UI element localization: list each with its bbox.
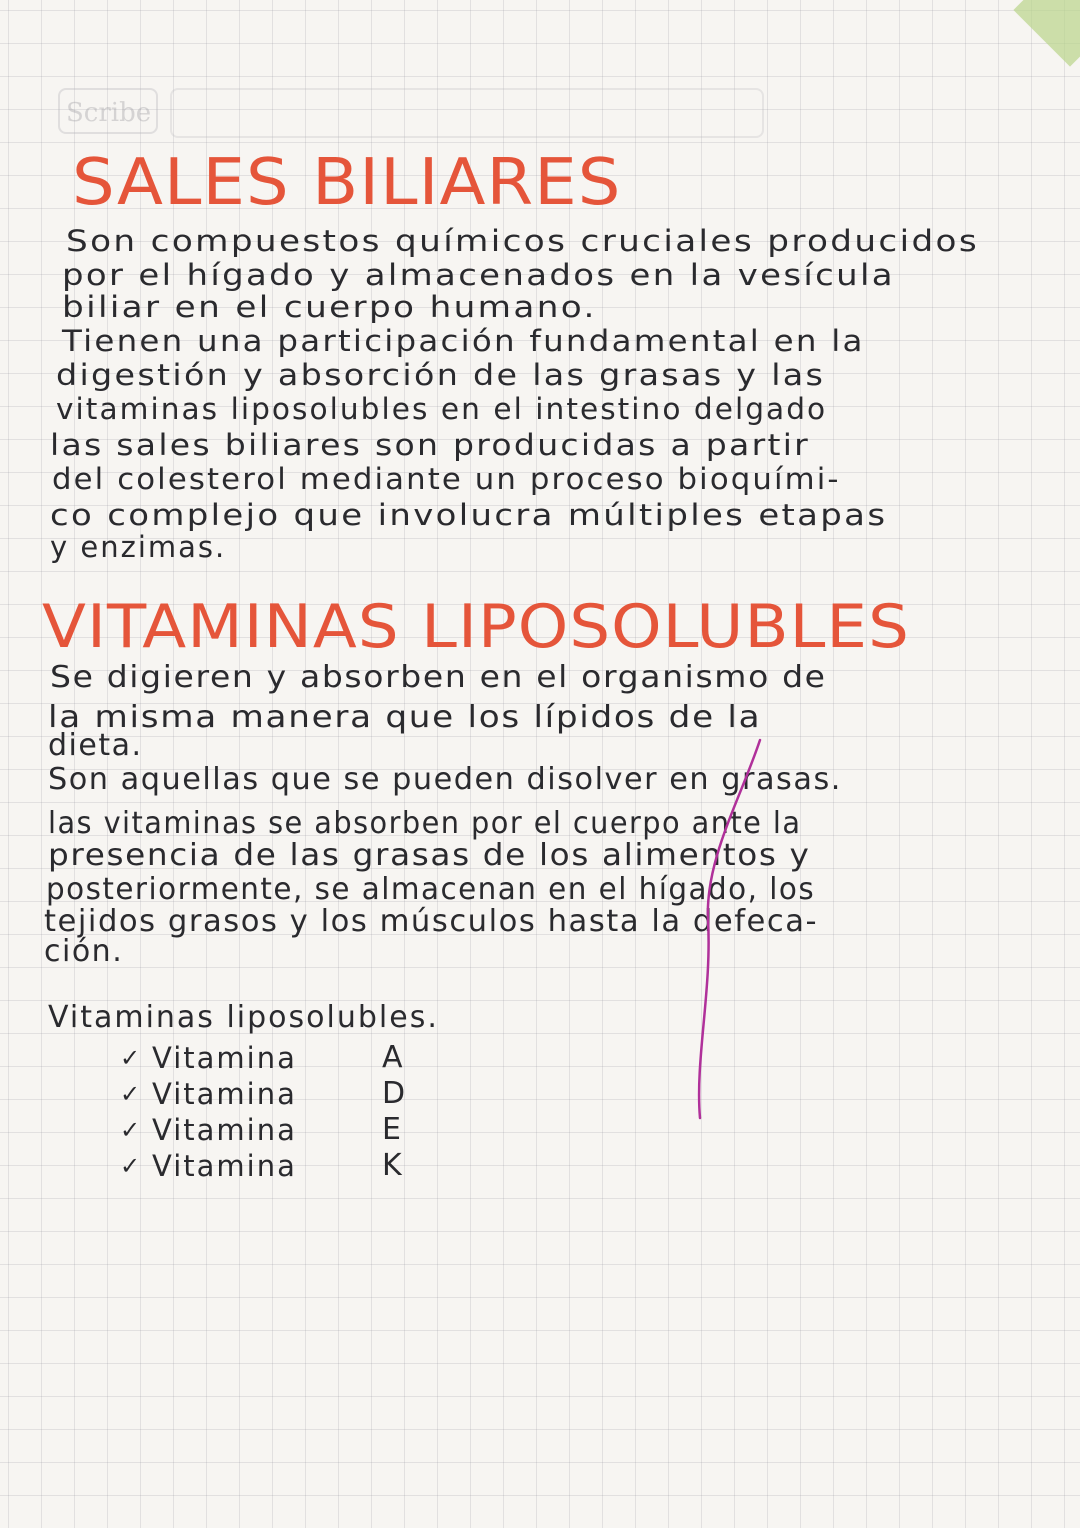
text-line: Son aquellas que se pueden disolver en grasas.	[48, 762, 842, 797]
text-line: Son compuestos químicos cruciales producidos	[66, 224, 980, 258]
checkmark-icon: ✓	[120, 1044, 141, 1072]
vitamin-letter: A	[382, 1040, 403, 1075]
text-line: Tienen una participación fundamental en la	[62, 324, 865, 358]
checkmark-icon: ✓	[120, 1152, 141, 1180]
text-line: tejidos grasos y los músculos hasta la defeca-	[44, 904, 819, 939]
text-line: Se digieren y absorben en el organismo de	[50, 660, 827, 695]
text-line: co complejo que involucra múltiples etapas	[50, 498, 888, 532]
vitamin-letter: E	[382, 1112, 401, 1147]
vitamin-name: Vitamina	[152, 1041, 297, 1075]
vitamin-name: Vitamina	[152, 1149, 297, 1183]
text-line: del colesterol mediante un proceso bioquími-	[52, 462, 841, 496]
text-line: digestión y absorción de las grasas y las	[56, 358, 826, 392]
text-line: biliar en el cuerpo humano.	[62, 290, 597, 324]
scribe-logo-text: Scribe	[66, 98, 152, 128]
section-title-vitaminas-liposolubles: VITAMINAS LIPOSOLUBLES	[42, 592, 910, 662]
vitamin-name: Vitamina	[152, 1113, 297, 1147]
vitamin-letter: K	[382, 1148, 402, 1183]
text-line: vitaminas liposolubles en el intestino delgado	[56, 392, 828, 426]
text-line: presencia de las grasas de los alimentos y	[48, 838, 811, 873]
vitamin-name: Vitamina	[152, 1077, 297, 1111]
text-line: por el hígado y almacenados en la vesícula	[62, 258, 895, 292]
text-line: dieta.	[48, 728, 143, 763]
checkmark-icon: ✓	[120, 1116, 141, 1144]
text-line: ción.	[44, 934, 124, 969]
section-title-sales-biliares: SALES BILIARES	[72, 146, 622, 220]
checkmark-icon: ✓	[120, 1080, 141, 1108]
text-line: posteriormente, se almacenan en el hígado, los	[46, 872, 816, 907]
text-line: las sales biliares son producidas a partir	[50, 428, 811, 462]
text-line: y enzimas.	[50, 530, 227, 564]
text-line: la misma manera que los lípidos de la	[48, 700, 762, 735]
vitamin-list-title: Vitaminas liposolubles.	[48, 1000, 439, 1035]
vitamin-letter: D	[382, 1076, 406, 1111]
text-line: las vitaminas se absorben por el cuerpo ante la	[48, 806, 802, 841]
